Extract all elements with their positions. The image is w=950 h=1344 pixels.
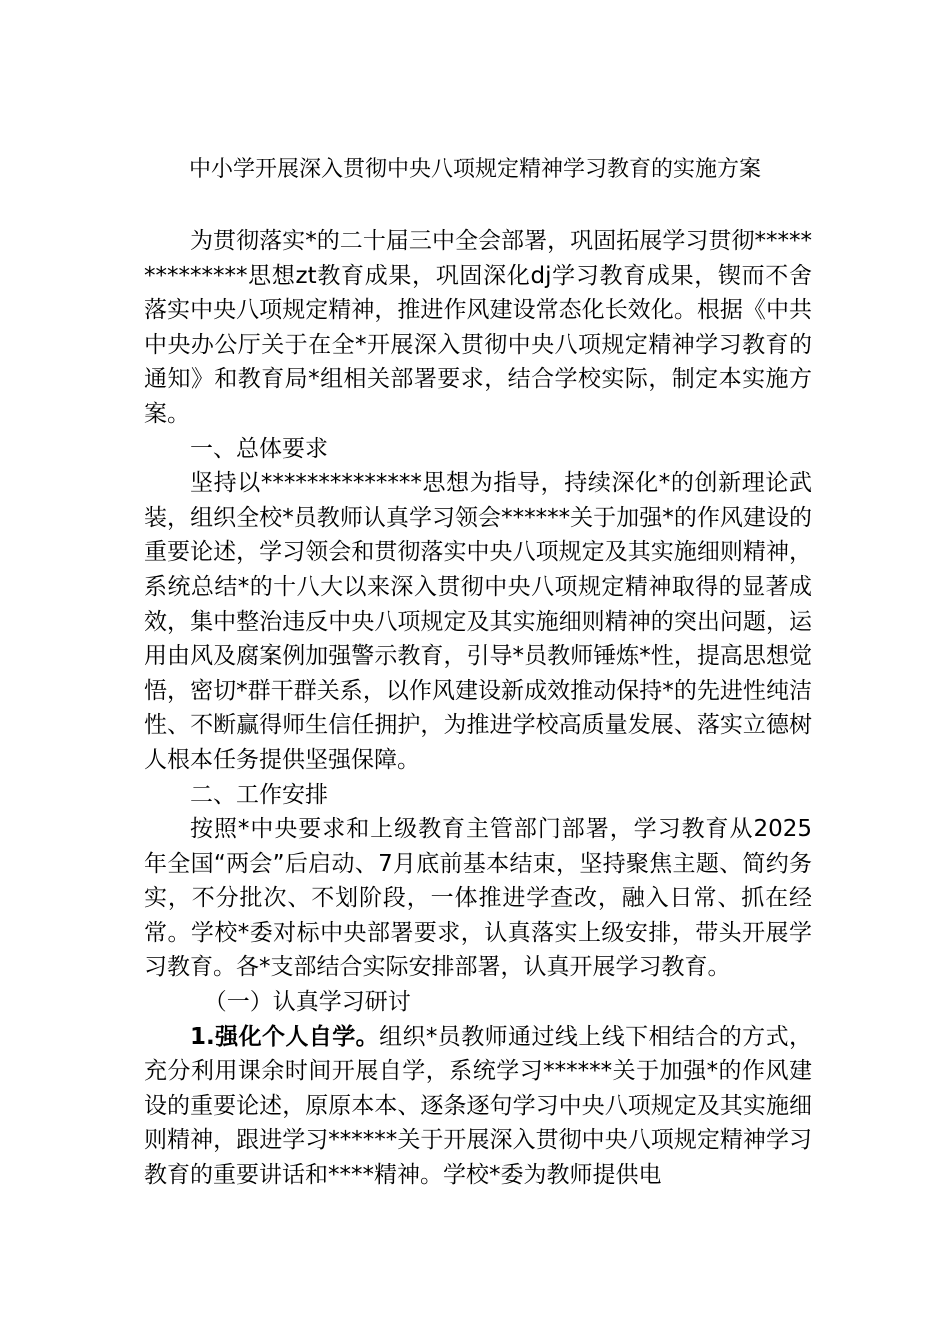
section-heading-general-requirements: 一、总体要求	[190, 435, 328, 462]
intro-paragraph: 为贯彻落实*的二十届三中全会部署，巩固拓展学习贯彻**************思想zt教育成果，巩固深化dj学习教育成果，锲而不舍落实中央八项规定精神，推进作风建设常态化长效化。根据《中共中央办公厅关于在全*开展深入贯彻中央八项规定精神学习教育的通知》和教育局*组相关部署要求，结合学校实际，制定本实施方案。	[144, 228, 812, 427]
subsection-heading-study: （一）认真学习研讨	[203, 989, 411, 1016]
section-heading-work-arrangement: 二、工作安排	[190, 781, 328, 808]
item-self-study-paragraph	[144, 1020, 812, 1193]
work-arrangement-paragraph: 按照*中央要求和上级教育主管部门部署，学习教育从2025年全国“两会”后启动、7月底前基本结束，坚持聚焦主题、简约务实，不分批次、不划阶段，一体推进学查改，融入日常、抓在经常。学校*委对标中央部署要求，认真落实上级安排，带头开展学习教育。各*支部结合实际安排部署，认真开展学习教育。	[144, 816, 812, 981]
document-title: 中小学开展深入贯彻中央八项规定精神学习教育的实施方案	[188, 157, 761, 182]
item-self-study-lead: 1.强化个人自学。	[190, 1023, 380, 1050]
general-requirements-paragraph: 坚持以**************思想为指导，持续深化*的创新理论武装，组织全校*员教师认真学习领会******关于加强*的作风建设的重要论述，学习领会和贯彻落实中央八项规定及其实施细则精神，系统总结*的十八大以来深入贯彻中央八项规定精神取得的显著成效，集中整治违反中央八项规定及其实施细则精神的突出问题，运用由风及腐案例加强警示教育，引导*员教师锤炼*性，提高思想觉悟，密切*群干群关系，以作风建设新成效推动保持*的先进性纯洁性、不断赢得师生信任拥护，为推进学校高质量发展、落实立德树人根本任务提供坚强保障。	[144, 470, 812, 773]
item-self-study-body: 组织*员教师通过线上线下相结合的方式，充分利用课余时间开展自学，系统学习******关于加强*的作风建设的重要论述，原原本本、逐条逐句学习中央八项规定及其实施细则精神，跟进学习******关于开展深入贯彻中央八项规定精神学习教育的重要讲话和****精神。学校*委为教师提供电	[144, 1023, 813, 1189]
document-body	[144, 224, 812, 1193]
